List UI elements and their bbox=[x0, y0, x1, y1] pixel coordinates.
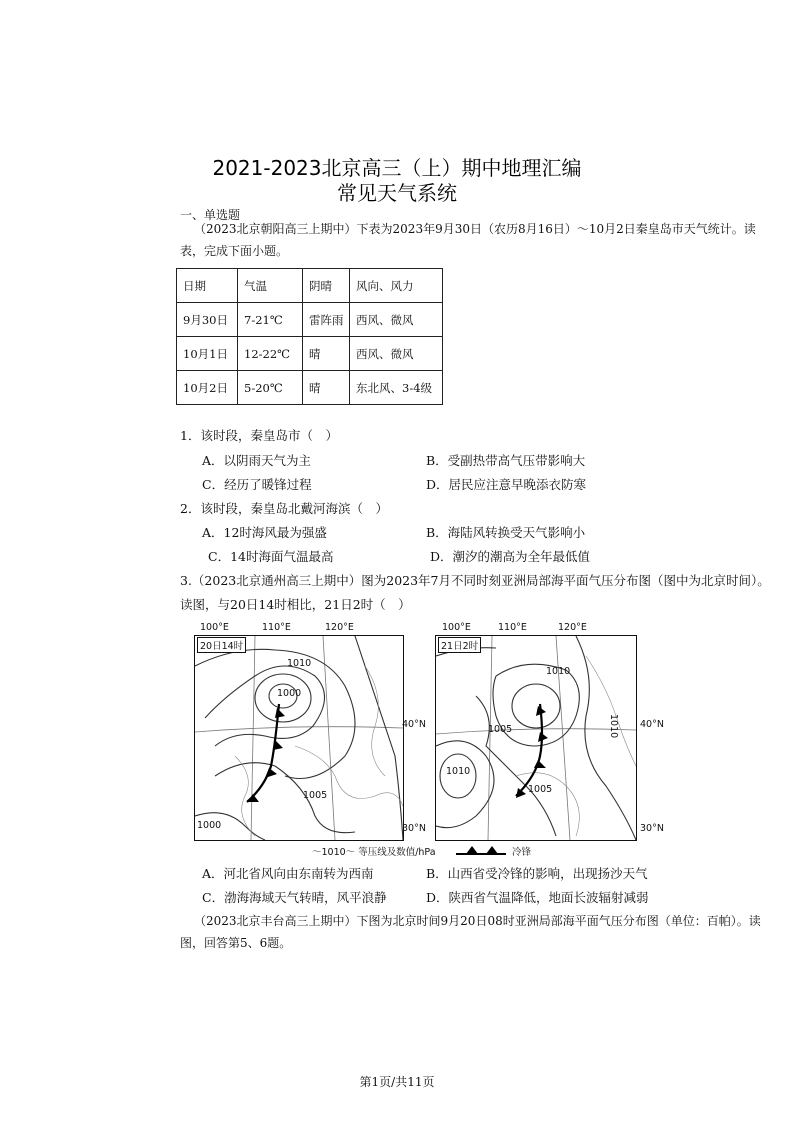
question-1-stem: 1．该时段，秦皇岛市（ ） bbox=[180, 428, 338, 443]
table-cell: 12-22℃ bbox=[238, 337, 303, 371]
question-3-stem-line-2: 读图，与20日14时相比，21日2时（ ） bbox=[180, 597, 411, 612]
page-footer: 第1页/共11页 bbox=[359, 1075, 435, 1089]
isobar-label: 1010 bbox=[546, 666, 571, 677]
table-header-row bbox=[177, 269, 443, 303]
isobar-label: 1000 bbox=[277, 688, 302, 699]
map-left-lat-label: 30°N bbox=[402, 823, 426, 834]
isobar-label: 1010 bbox=[608, 714, 619, 739]
table-row bbox=[177, 303, 443, 337]
section-title: 一、单选题 bbox=[180, 208, 241, 222]
table-cell: 晴 bbox=[303, 371, 350, 405]
intro-paragraph-1: （2023北京朝阳高三上期中）下表为2023年9月30日（农历8月16日）～10月2日秦皇岛市天气统计。读表，完成下面小题。 bbox=[180, 222, 756, 258]
table-cell: 雷阵雨 bbox=[303, 303, 350, 337]
map-left-lon-label: 120°E bbox=[325, 622, 354, 633]
question-1-option-d: D．居民应注意早晚添衣防寒 bbox=[426, 477, 587, 492]
isobar-label: 1000 bbox=[197, 820, 222, 831]
table-cell: 5-20℃ bbox=[238, 371, 303, 405]
table-cell: 10月2日 bbox=[177, 371, 238, 405]
legend-isobar: ～1010～ 等压线及数值/hPa bbox=[312, 847, 436, 858]
question-2-stem: 2．该时段，秦皇岛北戴河海滨（ ） bbox=[180, 501, 388, 516]
map-right-lon-label: 110°E bbox=[498, 622, 527, 633]
question-1-option-b: B．受副热带高气压带影响大 bbox=[426, 453, 586, 468]
page-title: 2021-2023北京高三（上）期中地理汇编 bbox=[212, 156, 582, 180]
pressure-map-left bbox=[194, 635, 404, 841]
question-3-option-a: A．河北省风向由东南转为西南 bbox=[202, 866, 374, 881]
question-2-option-b: B．海陆风转换受天气影响小 bbox=[426, 525, 586, 540]
map-right-lon-label: 100°E bbox=[442, 622, 471, 633]
table-cell: 东北风、3-4级 bbox=[350, 371, 443, 405]
pressure-map-right-drawing bbox=[436, 636, 636, 840]
table-cell: 9月30日 bbox=[177, 303, 238, 337]
table-cell: 西风、微风 bbox=[350, 337, 443, 371]
isobar-label: 1010 bbox=[446, 766, 471, 777]
map-right-lat-label: 30°N bbox=[640, 823, 664, 834]
map-left-time-label: 20日14时 bbox=[197, 637, 246, 653]
table-header-cell: 风向、风力 bbox=[350, 269, 443, 303]
table-header-cell: 日期 bbox=[177, 269, 238, 303]
map-left-lat-label: 40°N bbox=[402, 719, 426, 730]
map-right-lon-label: 120°E bbox=[558, 622, 587, 633]
cold-front-legend-icon bbox=[456, 844, 506, 856]
question-3-option-b: B．山西省受冷锋的影响，出现扬沙天气 bbox=[426, 866, 648, 881]
map-left-lon-label: 110°E bbox=[262, 622, 291, 633]
weather-table bbox=[176, 268, 443, 405]
isobar-label: 1005 bbox=[303, 790, 328, 801]
pressure-map-right bbox=[435, 635, 637, 841]
map-right-lat-label: 40°N bbox=[640, 719, 664, 730]
question-2-option-c: C．14时海面气温最高 bbox=[208, 549, 334, 564]
question-1-option-a: A．以阴雨天气为主 bbox=[202, 453, 312, 468]
table-header-cell: 气温 bbox=[238, 269, 303, 303]
isobar-label: 1005 bbox=[528, 784, 553, 795]
page-subtitle: 常见天气系统 bbox=[337, 181, 457, 205]
table-cell: 10月1日 bbox=[177, 337, 238, 371]
table-cell: 7-21℃ bbox=[238, 303, 303, 337]
question-3-stem-line-1: 3.（2023北京通州高三上期中）图为2023年7月不同时刻亚洲局部海平面气压分布图（图中为北京时间）。 bbox=[180, 573, 770, 588]
question-2-option-d: D．潮汐的潮高为全年最低值 bbox=[430, 549, 591, 564]
isobar-label: 1005 bbox=[488, 724, 513, 735]
table-row bbox=[177, 337, 443, 371]
legend-cold-front: 冷锋 bbox=[512, 847, 532, 858]
question-3-option-c: C．渤海海域天气转晴，风平浪静 bbox=[202, 890, 387, 905]
question-1-option-c: C．经历了暖锋过程 bbox=[202, 477, 312, 492]
pressure-maps-figure bbox=[180, 618, 670, 858]
map-right-time-label: 21日2时 bbox=[438, 637, 481, 653]
table-cell: 晴 bbox=[303, 337, 350, 371]
table-cell: 西风、微风 bbox=[350, 303, 443, 337]
table-row bbox=[177, 371, 443, 405]
question-2-option-a: A．12时海风最为强盛 bbox=[202, 525, 327, 540]
table-header-cell: 阴晴 bbox=[303, 269, 350, 303]
intro-paragraph-2: （2023北京丰台高三上期中）下图为北京时间9月20日08时亚洲局部海平面气压分布图（单位：百帕）。读图，回答第5、6题。 bbox=[180, 914, 761, 950]
isobar-label: 1010 bbox=[287, 658, 312, 669]
map-left-lon-label: 100°E bbox=[200, 622, 229, 633]
question-3-option-d: D．陕西省气温降低，地面长波辐射减弱 bbox=[426, 890, 649, 905]
